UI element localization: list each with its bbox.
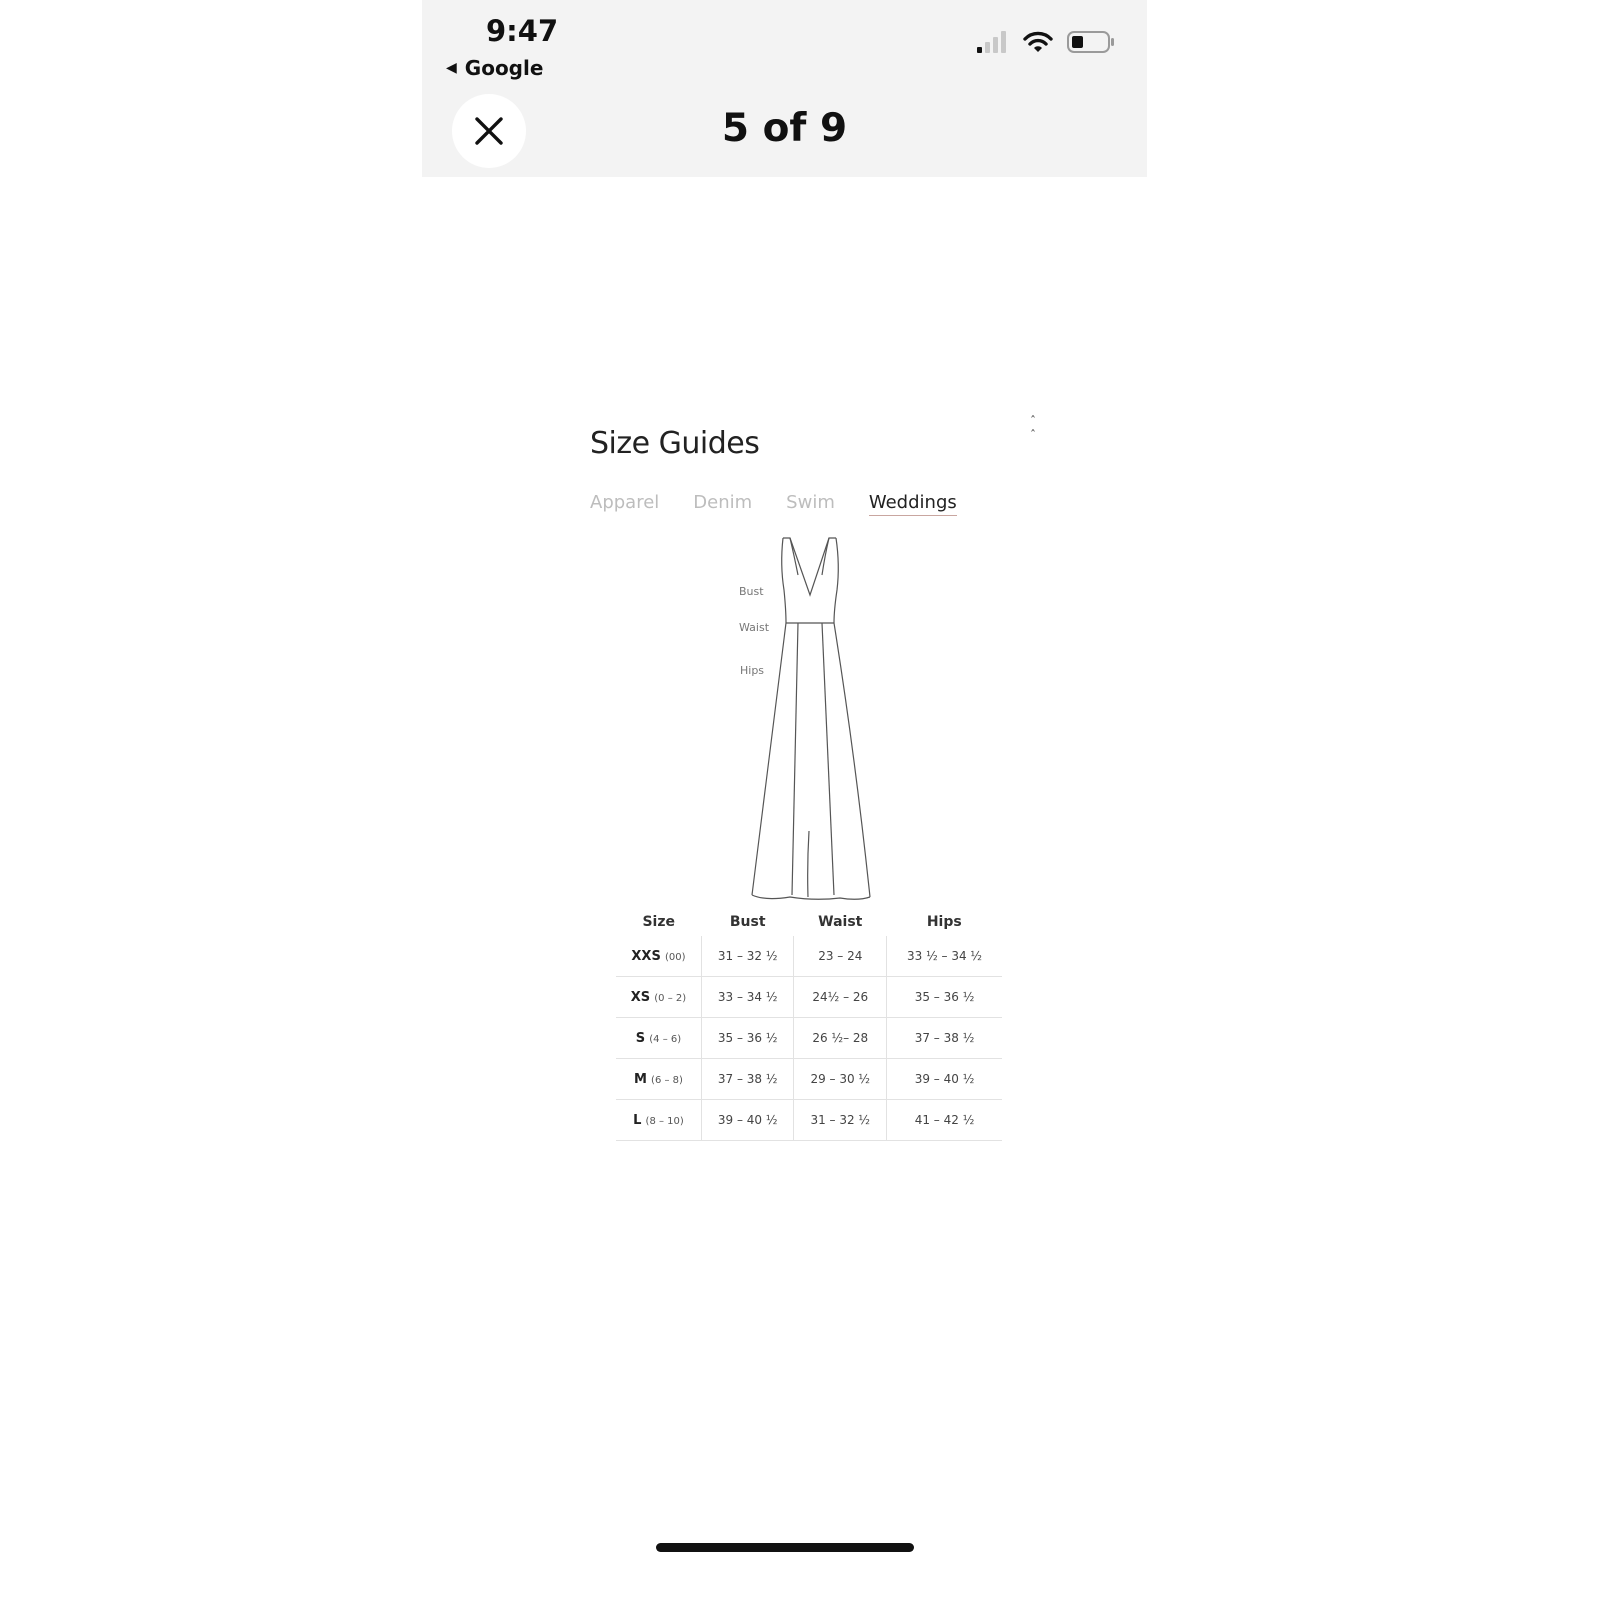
- tab-swim: Swim: [786, 492, 835, 513]
- guide-title: Size Guides: [590, 426, 760, 461]
- hips-cell: 41 – 42 ½: [887, 1100, 1002, 1141]
- bust-cell: 37 – 38 ½: [701, 1059, 794, 1100]
- size-range: (0 – 2): [654, 992, 687, 1004]
- table-row: [616, 977, 1002, 1018]
- bust-cell: 39 – 40 ½: [701, 1100, 794, 1141]
- dress-diagram: [730, 535, 900, 905]
- size-cell: [616, 1100, 701, 1141]
- size-label: L: [633, 1112, 642, 1128]
- tab-weddings: Weddings: [869, 492, 957, 516]
- size-label: XS: [630, 989, 651, 1005]
- size-guide-tabs: [590, 492, 957, 516]
- waist-cell: 24½ – 26: [794, 977, 887, 1018]
- top-bar: [422, 0, 1147, 177]
- column-header-hips: Hips: [926, 914, 962, 930]
- dress-label-bust: Bust: [739, 585, 764, 598]
- image-counter: 5 of 9: [721, 106, 848, 151]
- bust-cell: 31 – 32 ½: [701, 936, 794, 977]
- size-range: (4 – 6): [649, 1033, 682, 1045]
- dress-label-waist: Waist: [739, 621, 770, 634]
- bust-cell: 35 – 36 ½: [701, 1018, 794, 1059]
- size-cell: [616, 977, 701, 1018]
- size-label: M: [633, 1071, 647, 1087]
- hips-cell: 37 – 38 ½: [887, 1018, 1002, 1059]
- table-row: [616, 1059, 1002, 1100]
- size-cell: [616, 1018, 701, 1059]
- back-app-label: Google: [464, 56, 544, 80]
- waist-cell: 31 – 32 ½: [794, 1100, 887, 1141]
- status-time: 9:47: [486, 14, 559, 48]
- waist-cell: 26 ½– 28: [794, 1018, 887, 1059]
- column-header-waist: Waist: [818, 914, 863, 930]
- table-row: [616, 936, 1002, 977]
- size-cell: [616, 1059, 701, 1100]
- size-range: (00): [664, 951, 686, 963]
- status-icons: [977, 30, 1115, 54]
- dress-label-hips: Hips: [740, 664, 765, 677]
- waist-cell: 29 – 30 ½: [794, 1059, 887, 1100]
- hips-cell: 35 – 36 ½: [887, 977, 1002, 1018]
- battery-icon: [1067, 30, 1115, 54]
- size-label: XXS: [631, 948, 661, 964]
- wifi-icon: [1023, 31, 1053, 53]
- table-row: [616, 1018, 1002, 1059]
- cellular-signal-icon: [977, 31, 1009, 53]
- size-table: [616, 908, 1002, 1141]
- size-label: S: [635, 1030, 646, 1046]
- size-range: (8 – 10): [645, 1115, 684, 1127]
- table-row: [616, 1100, 1002, 1141]
- size-range: (6 – 8): [651, 1074, 683, 1086]
- size-cell: [616, 936, 701, 977]
- tab-denim: Denim: [693, 492, 753, 513]
- column-header-size: Size: [642, 914, 675, 930]
- bust-cell: 33 – 34 ½: [701, 977, 794, 1018]
- back-triangle-icon: ◀: [446, 60, 457, 76]
- waist-cell: 23 – 24: [794, 936, 887, 977]
- hips-cell: 39 – 40 ½: [887, 1059, 1002, 1100]
- home-indicator[interactable]: [656, 1543, 914, 1552]
- size-guide-image: [580, 410, 1080, 1170]
- chevron-marks-icon: ˆ ˆ: [1030, 414, 1050, 442]
- hips-cell: 33 ½ – 34 ½: [887, 936, 1002, 977]
- back-to-app-link[interactable]: [446, 56, 543, 80]
- tab-apparel: Apparel: [590, 492, 660, 513]
- table-header-row: [616, 908, 1002, 936]
- column-header-bust: Bust: [729, 914, 766, 930]
